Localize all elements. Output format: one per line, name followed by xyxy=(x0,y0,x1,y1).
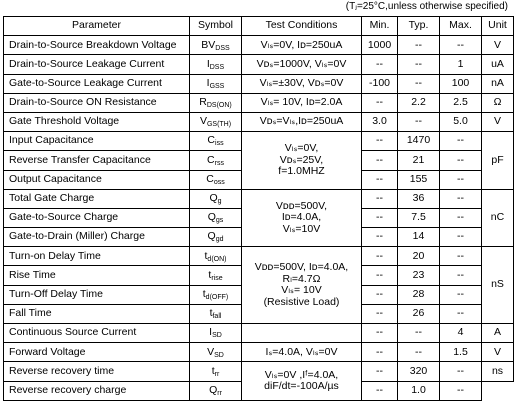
typ-cell: 36 xyxy=(398,189,440,208)
min-cell: -- xyxy=(362,151,398,170)
symbol-cell xyxy=(190,304,242,323)
max-cell: -- xyxy=(440,381,482,400)
symbol-cell xyxy=(190,74,242,93)
max-cell: -- xyxy=(440,132,482,151)
table-row xyxy=(4,93,514,112)
max-cell: 2.5 xyxy=(440,93,482,112)
symbol-cell xyxy=(190,228,242,247)
symbol-subscript: rise xyxy=(211,274,223,282)
header-parameter: Parameter xyxy=(4,17,190,36)
conditions-note: (Tⱼ=25°C,unless otherwise specified) xyxy=(345,1,508,12)
table-row xyxy=(4,343,514,362)
symbol-subscript: oss xyxy=(213,178,225,186)
header-max: Max. xyxy=(440,17,482,36)
symbol-main: t xyxy=(204,249,208,262)
header-row xyxy=(4,17,514,36)
typ-cell: 1470 xyxy=(398,132,440,151)
max-cell: -- xyxy=(440,170,482,189)
symbol-cell xyxy=(190,189,242,208)
typ-cell: -- xyxy=(398,112,440,131)
min-cell: 1000 xyxy=(362,36,398,55)
symbol-subscript: gs xyxy=(215,217,224,225)
symbol-main: I xyxy=(206,76,210,89)
parameter-cell: Drain-to-Source ON Resistance xyxy=(4,93,190,112)
symbol-subscript: rr xyxy=(214,370,220,378)
conditions-cell: Vₗₛ=0V, Iᴅ=250uA xyxy=(242,36,362,55)
typ-cell: 320 xyxy=(398,362,440,381)
symbol-subscript: DSS xyxy=(215,44,230,52)
max-cell: -- xyxy=(440,362,482,381)
symbol-subscript: fall xyxy=(212,313,222,321)
parameter-cell: Forward Voltage xyxy=(4,343,190,362)
parameter-cell: Reverse recovery charge xyxy=(4,381,190,400)
conditions-cell: Vᴅₛ=Vₗₛ,Iᴅ=250uA xyxy=(242,112,362,131)
unit-cell: ns xyxy=(482,362,514,381)
symbol-main: R xyxy=(199,96,207,109)
symbol-main: t xyxy=(208,268,212,281)
symbol-main: V xyxy=(207,345,215,358)
table-row xyxy=(4,189,514,208)
symbol-subscript: GSS xyxy=(209,82,225,90)
table-row xyxy=(4,324,514,343)
table-row xyxy=(4,55,514,74)
conditions-cell: Iₛ=4.0A, Vₗₛ=0V xyxy=(242,343,362,362)
parameter-cell: Gate-to-Source Charge xyxy=(4,208,190,227)
typ-cell: 1.0 xyxy=(398,381,440,400)
unit-cell: nA xyxy=(482,74,514,93)
symbol-subscript: SD xyxy=(214,351,224,359)
table-row xyxy=(4,362,514,381)
symbol-cell xyxy=(190,362,242,381)
header-typ: Typ. xyxy=(398,17,440,36)
symbol-cell xyxy=(190,208,242,227)
conditions-cell: Vᴅᴅ=500V, Iᴅ=4.0A, Rₗ=4.7Ω Vₗₛ= 10V (Resistive Load) xyxy=(242,247,362,324)
unit-cell: pF xyxy=(482,132,514,190)
symbol-main: C xyxy=(206,172,214,185)
symbol-cell xyxy=(190,93,242,112)
symbol-subscript: gd xyxy=(215,236,224,244)
symbol-cell xyxy=(190,151,242,170)
parameter-cell: Output Capacitance xyxy=(4,170,190,189)
header-conditions: Test Conditions xyxy=(242,17,362,36)
header-min: Min. xyxy=(362,17,398,36)
symbol-cell xyxy=(190,55,242,74)
max-cell: -- xyxy=(440,228,482,247)
symbol-main: Q xyxy=(207,230,216,243)
symbol-main: Q xyxy=(209,383,218,396)
min-cell: -- xyxy=(362,266,398,285)
min-cell: -- xyxy=(362,247,398,266)
typ-cell: -- xyxy=(398,343,440,362)
parameter-cell: Fall Time xyxy=(4,304,190,323)
symbol-cell xyxy=(190,285,242,304)
min-cell: -- xyxy=(362,362,398,381)
parameter-cell: Rise Time xyxy=(4,266,190,285)
min-cell: -- xyxy=(362,93,398,112)
symbol-subscript: GS(TH) xyxy=(206,121,232,129)
symbol-subscript: d(ON) xyxy=(207,255,227,263)
max-cell: -- xyxy=(440,266,482,285)
unit-cell: uA xyxy=(482,55,514,74)
max-cell: -- xyxy=(440,247,482,266)
parameter-cell: Drain-to-Source Breakdown Voltage xyxy=(4,36,190,55)
max-cell: 4 xyxy=(440,324,482,343)
min-cell: -- xyxy=(362,285,398,304)
min-cell: -- xyxy=(362,381,398,400)
symbol-cell xyxy=(190,247,242,266)
min-cell: -- xyxy=(362,343,398,362)
typ-cell: -- xyxy=(398,74,440,93)
typ-cell: 21 xyxy=(398,151,440,170)
max-cell: -- xyxy=(440,189,482,208)
conditions-cell: Vₗₛ= 10V, Iᴅ=2.0A xyxy=(242,93,362,112)
min-cell: -- xyxy=(362,55,398,74)
min-cell: -- xyxy=(362,132,398,151)
parameter-cell: Total Gate Charge xyxy=(4,189,190,208)
typ-cell: 28 xyxy=(398,285,440,304)
symbol-main: Q xyxy=(209,192,218,205)
symbol-subscript: rss xyxy=(214,159,224,167)
typ-cell: 20 xyxy=(398,247,440,266)
unit-cell: nC xyxy=(482,189,514,247)
min-cell: -- xyxy=(362,189,398,208)
unit-cell: V xyxy=(482,343,514,362)
symbol-main: Q xyxy=(207,211,216,224)
unit-cell: A xyxy=(482,324,514,343)
parameter-cell: Reverse recovery time xyxy=(4,362,190,381)
symbol-main: I xyxy=(209,326,213,339)
electrical-characteristics-table xyxy=(3,16,514,401)
symbol-main: C xyxy=(207,134,216,147)
min-cell: -- xyxy=(362,208,398,227)
typ-cell: 2.2 xyxy=(398,93,440,112)
typ-cell: -- xyxy=(398,36,440,55)
header-symbol: Symbol xyxy=(190,17,242,36)
symbol-cell xyxy=(190,36,242,55)
parameter-cell: Turn-on Delay Time xyxy=(4,247,190,266)
symbol-main: I xyxy=(206,57,210,70)
max-cell: 1 xyxy=(440,55,482,74)
symbol-cell xyxy=(190,266,242,285)
symbol-subscript: g xyxy=(217,198,222,206)
max-cell: 100 xyxy=(440,74,482,93)
typ-cell: 7.5 xyxy=(398,208,440,227)
header-unit: Unit xyxy=(482,17,514,36)
symbol-cell xyxy=(190,381,242,400)
symbol-main: t xyxy=(202,287,206,300)
min-cell: -- xyxy=(362,170,398,189)
symbol-cell xyxy=(190,324,242,343)
conditions-cell: Vᴅₛ=1000V, Vₗₛ=0V xyxy=(242,55,362,74)
parameter-cell: Input Capacitance xyxy=(4,132,190,151)
parameter-cell: Gate-to-Drain (Miller) Charge xyxy=(4,228,190,247)
symbol-main: C xyxy=(207,153,215,166)
typ-cell: 14 xyxy=(398,228,440,247)
min-cell: -- xyxy=(362,228,398,247)
table-row xyxy=(4,247,514,266)
max-cell: -- xyxy=(440,151,482,170)
symbol-subscript: DSS xyxy=(209,63,225,71)
unit-cell: nS xyxy=(482,247,514,324)
conditions-cell: Vᴅᴅ=500V, Iᴅ=4.0A, Vₗₛ=10V xyxy=(242,189,362,247)
max-cell: -- xyxy=(440,304,482,323)
symbol-cell xyxy=(190,343,242,362)
parameter-cell: Turn-Off Delay Time xyxy=(4,285,190,304)
parameter-cell: Drain-to-Source Leakage Current xyxy=(4,55,190,74)
typ-cell: 155 xyxy=(398,170,440,189)
min-cell: -- xyxy=(362,304,398,323)
min-cell: -- xyxy=(362,324,398,343)
symbol-subscript: iss xyxy=(215,140,224,148)
symbol-main: t xyxy=(211,364,215,377)
min-cell: -100 xyxy=(362,74,398,93)
parameter-cell: Continuous Source Current xyxy=(4,324,190,343)
table-row xyxy=(4,132,514,151)
max-cell: -- xyxy=(440,36,482,55)
max-cell: 5.0 xyxy=(440,112,482,131)
table-row xyxy=(4,36,514,55)
max-cell: -- xyxy=(440,208,482,227)
symbol-main: BV xyxy=(201,38,216,51)
conditions-cell xyxy=(242,324,362,343)
symbol-subscript: d(OFF) xyxy=(205,293,229,301)
conditions-cell: Vₗₛ=0V, Vᴅₛ=25V, f=1.0MHZ xyxy=(242,132,362,190)
max-cell: -- xyxy=(440,285,482,304)
symbol-subscript: rr xyxy=(217,389,222,397)
typ-cell: -- xyxy=(398,55,440,74)
table-row xyxy=(4,112,514,131)
conditions-cell: Vₗₛ=±30V, Vᴅₛ=0V xyxy=(242,74,362,93)
conditions-cell: Vₗₛ=0V ,Iᶠ=4.0A, diF/dt=-100A/µs xyxy=(242,362,362,400)
symbol-main: t xyxy=(209,307,213,320)
symbol-main: V xyxy=(199,115,207,128)
parameter-cell: Gate-to-Source Leakage Current xyxy=(4,74,190,93)
max-cell: 1.5 xyxy=(440,343,482,362)
unit-cell: V xyxy=(482,112,514,131)
unit-cell: Ω xyxy=(482,93,514,112)
typ-cell: 26 xyxy=(398,304,440,323)
unit-cell: V xyxy=(482,36,514,55)
parameter-cell: Gate Threshold Voltage xyxy=(4,112,190,131)
typ-cell: 23 xyxy=(398,266,440,285)
symbol-cell xyxy=(190,132,242,151)
symbol-subscript: DS(ON) xyxy=(206,102,232,110)
min-cell: 3.0 xyxy=(362,112,398,131)
symbol-subscript: SD xyxy=(212,332,222,340)
typ-cell: -- xyxy=(398,324,440,343)
symbol-cell xyxy=(190,170,242,189)
parameter-cell: Reverse Transfer Capacitance xyxy=(4,151,190,170)
symbol-cell xyxy=(190,112,242,131)
table-row xyxy=(4,74,514,93)
